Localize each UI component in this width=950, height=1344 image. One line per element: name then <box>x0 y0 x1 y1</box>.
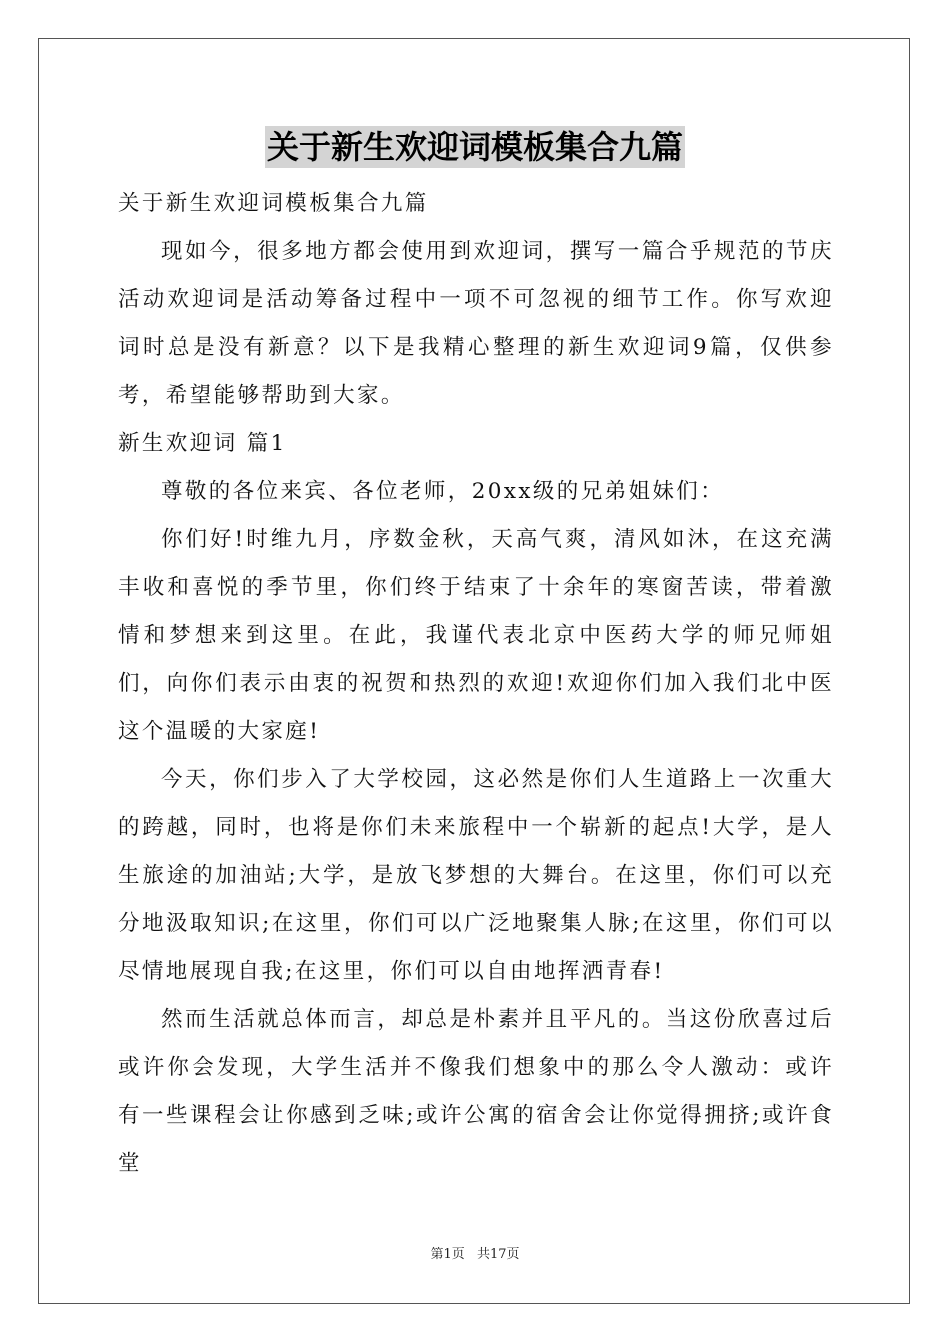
title-container <box>0 126 950 168</box>
body-paragraph: 今天，你们步入了大学校园，这必然是你们人生道路上一次重大的跨越，同时，也将是你们未来旅程中一个崭新的起点!大学，是人生旅途的加油站;大学，是放飞梦想的大舞台。在这里，你们可以充分地汲取知识;在这里，你们可以广泛地聚集人脉;在这里，你们可以尽情地展现自我;在这里，你们可以自由地挥洒青春! <box>118 767 834 984</box>
intro-paragraph: 现如今，很多地方都会使用到欢迎词，撰写一篇合乎规范的节庆活动欢迎词是活动筹备过程中一项不可忽视的细节工作。你写欢迎词时总是没有新意？以下是我精心整理的新生欢迎词9篇，仅供参考，希望能够帮助到大家。 <box>118 239 834 408</box>
greeting-paragraph: 尊敬的各位来宾、各位老师，20xx级的兄弟姐妹们： <box>161 479 725 504</box>
document-subtitle: 关于新生欢迎词模板集合九篇 <box>118 191 429 216</box>
body-paragraph: 你们好!时维九月，序数金秋，天高气爽，清风如沐，在这充满丰收和喜悦的季节里，你们终于结束了十余年的寒窗苦读，带着激情和梦想来到这里。在此，我谨代表北京中医药大学的师兄师姐们，向你们表示由衷的祝贺和热烈的欢迎!欢迎你们加入我们北中医这个温暖的大家庭! <box>118 527 834 744</box>
page-footer <box>0 1246 950 1264</box>
body-paragraph: 然而生活就总体而言，却总是朴素并且平凡的。当这份欣喜过后或许你会发现，大学生活并不像我们想象中的那么令人激动：或许有一些课程会让你感到乏味;或许公寓的宿舍会让你觉得拥挤;或许食堂 <box>118 1007 834 1176</box>
page-number: 第1页 <box>430 1247 465 1262</box>
document-title: 关于新生欢迎词模板集合九篇 <box>266 128 683 166</box>
section-heading: 新生欢迎词 篇1 <box>118 431 287 456</box>
page-total: 共17页 <box>476 1247 520 1262</box>
document-body <box>118 180 834 1188</box>
